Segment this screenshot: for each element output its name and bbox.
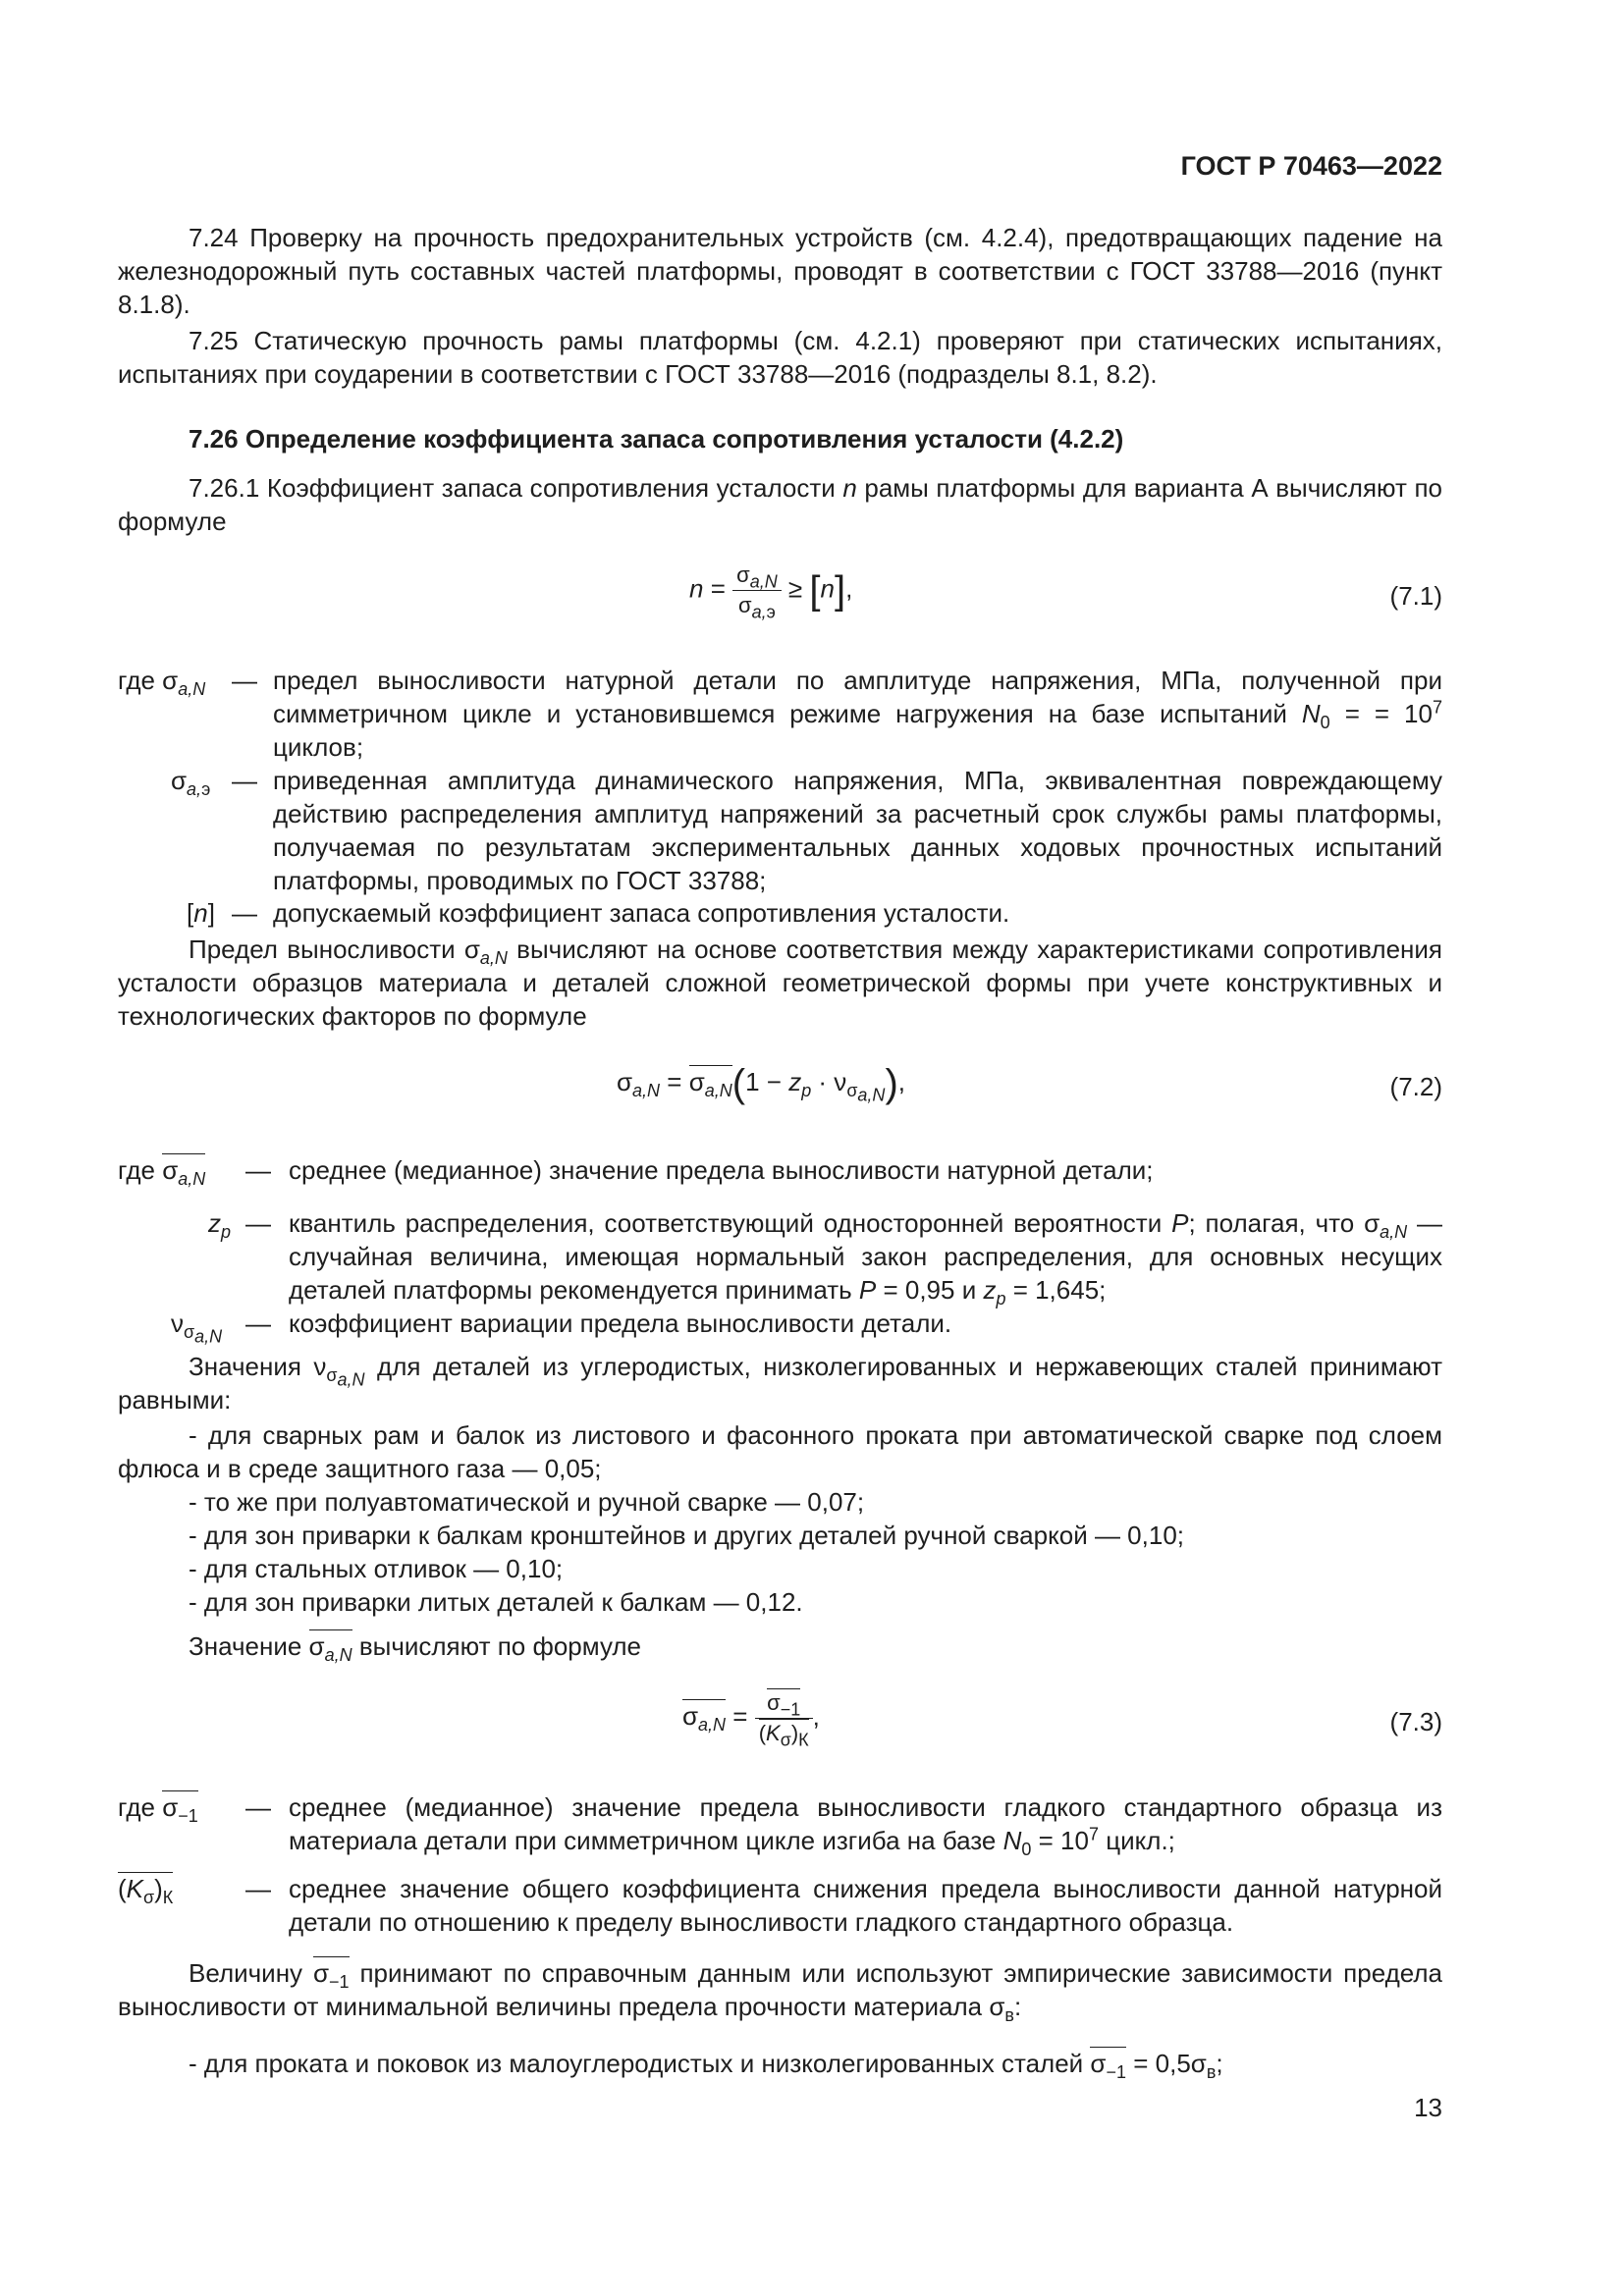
- symbol-zp: $z_p$: [208, 1208, 232, 1243]
- list-item: - для зон приварки к балкам кронштейнов и других деталей ручной сваркой — 0,10;: [189, 1521, 1184, 1550]
- list-item: - для стальных отливок — 0,10;: [189, 1554, 564, 1583]
- paragraph-values: Значения $\nu_{\sigma_{a,N}}$ для деталей из углеродистых, низколегированных и нержавеющих сталей принимают равными:: [118, 1352, 1442, 1415]
- definition-dash: —: [232, 666, 257, 695]
- definition-sigma-ae: приведенная амплитуда динамического напряжения, МПа, эквивалентная повреждающему действию распределения амплитуд напряжений за расчетный срок службы рамы платформы, получаемая по результатам экспериментальных данных ходовых прочностных испытаний платформы, проводимых по ГОСТ 33788;: [273, 766, 1442, 895]
- page-number: 13: [1414, 2093, 1442, 2122]
- list-item: - для зон приварки литых деталей к балкам — 0,12.: [189, 1587, 803, 1617]
- definition-zp: квантиль распределения, соответствующий односторонней вероятности P; полагая, что $\sigma_{a,N}$ — случайная величина, имеющая нормальный закон распределения, для основных несущих деталей платформы рекомендуется принимать P = 0,95 и $z_p = 1,645$;: [289, 1208, 1442, 1309]
- definition-dash: —: [232, 766, 257, 795]
- symbol-nu: $\nu_{\sigma_{a,N}}$: [171, 1308, 223, 1347]
- definition-nu: коэффициент вариации предела выносливости детали.: [289, 1308, 952, 1338]
- definition-n-allowed: допускаемый коэффициент запаса сопротивления усталости.: [273, 898, 1010, 928]
- definition-dash: —: [245, 1208, 271, 1238]
- definition-sigma-aN: предел выносливости натурной детали по амплитуде напряжения, МПа, полученной при симметричном цикле и установившемся режиме нагружения на базе испытаний $N_0$ = = $10^7$ циклов;: [273, 666, 1442, 762]
- symbol-sigma-ae: $\sigma_{a,э}$: [171, 766, 211, 800]
- paragraph-magnitude: Величину $\sigma_{-1}$ принимают по справочным данным или используют эмпирические зависимости предела выносливости от минимальной величины предела прочности материала $\sigma_в$:: [118, 1958, 1442, 2026]
- equation-number-7-3: (7.3): [1389, 1707, 1442, 1736]
- equation-number-7-1: (7.1): [1389, 581, 1442, 611]
- where-label: где $\sigma_{a,N}$: [118, 1155, 206, 1190]
- formula-7-2: $\sigma_{a,N} = \sigma_{a,N}(1 - z_p \cdot \nu_{\sigma_{a,N}})$,: [617, 1062, 905, 1106]
- definition-k-sigma: среднее значение общего коэффициента снижения предела выносливости данной натурной детали по отношению к пределу выносливости гладкого стандартного образца.: [289, 1874, 1442, 1937]
- paragraph-last: - для проката и поковок из малоуглеродистых и низколегированных сталей $\sigma_{-1} = 0,5\sigma_в$;: [189, 2049, 1223, 2083]
- where-label: где $\sigma_{a,N}$: [118, 666, 206, 700]
- paragraph-endurance-limit: Предел выносливости $\sigma_{a,N}$ вычисляют на основе соответствия между характеристиками сопротивления усталости образцов материала и деталей сложной геометрической формы при учете конструктивных и технологических факторов по формуле: [118, 934, 1442, 1031]
- formula-7-3: $\sigma_{a,N}$ = $\frac{\sigma_{-1}}{(K_\sigma)_К}$ ,: [682, 1690, 820, 1750]
- paragraph-7-25: 7.25 Статическую прочность рамы платформы (см. 4.2.1) проверяют при статических испытаниях, испытаниях при соударении в соответствии с ГОСТ 33788—2016 (подразделы 8.1, 8.2).: [118, 326, 1442, 389]
- equation-number-7-2: (7.2): [1389, 1072, 1442, 1101]
- paragraph-value-calc: Значение $\sigma_{a,N}$ вычисляют по формуле: [189, 1631, 641, 1666]
- symbol-n-allowed: [n]: [187, 898, 215, 928]
- definition-dash: —: [245, 1874, 271, 1903]
- paragraph-7-24: 7.24 Проверку на прочность предохранительных устройств (см. 4.2.4), предотвращающих падение на железнодорожный путь составных частей платформы, проводят в соответствии с ГОСТ 33788—2016 (пункт 8.1.8).: [118, 223, 1442, 319]
- list-item: - для сварных рам и балок из листового и фасонного проката при автоматической сварке под слоем флюса и в среде защитного газа — 0,05;: [118, 1420, 1442, 1483]
- definition-dash: —: [245, 1308, 271, 1338]
- where-label: где $\sigma_{-1}$: [118, 1792, 198, 1827]
- paragraph-7-26-1: 7.26.1 Коэффициент запаса сопротивления усталости n рамы платформы для варианта А вычисляют по формуле: [118, 473, 1442, 536]
- definition-dash: —: [245, 1155, 271, 1185]
- formula-7-1: n = $\frac{\sigma_{a,N}}{\sigma_{a,э}}$ ≥ [n],: [689, 562, 853, 622]
- section-heading-7-26: 7.26 Определение коэффициента запаса сопротивления усталости (4.2.2): [189, 424, 1124, 454]
- list-item: - то же при полуавтоматической и ручной сварке — 0,07;: [189, 1487, 865, 1517]
- definition-dash: —: [232, 898, 257, 928]
- definition-mean-sigma-aN: среднее (медианное) значение предела выносливости натурной детали;: [289, 1155, 1154, 1185]
- symbol-k-sigma: $(K_\sigma)_К$: [118, 1874, 174, 1908]
- definition-sigma-minus-1: среднее (медианное) значение предела выносливости гладкого стандартного образца из материала детали при симметричном цикле изгиба на базе $N_0 = 10^7$ цикл.;: [289, 1792, 1442, 1860]
- definition-dash: —: [245, 1792, 271, 1822]
- document-header: ГОСТ Р 70463—2022: [1180, 151, 1442, 181]
